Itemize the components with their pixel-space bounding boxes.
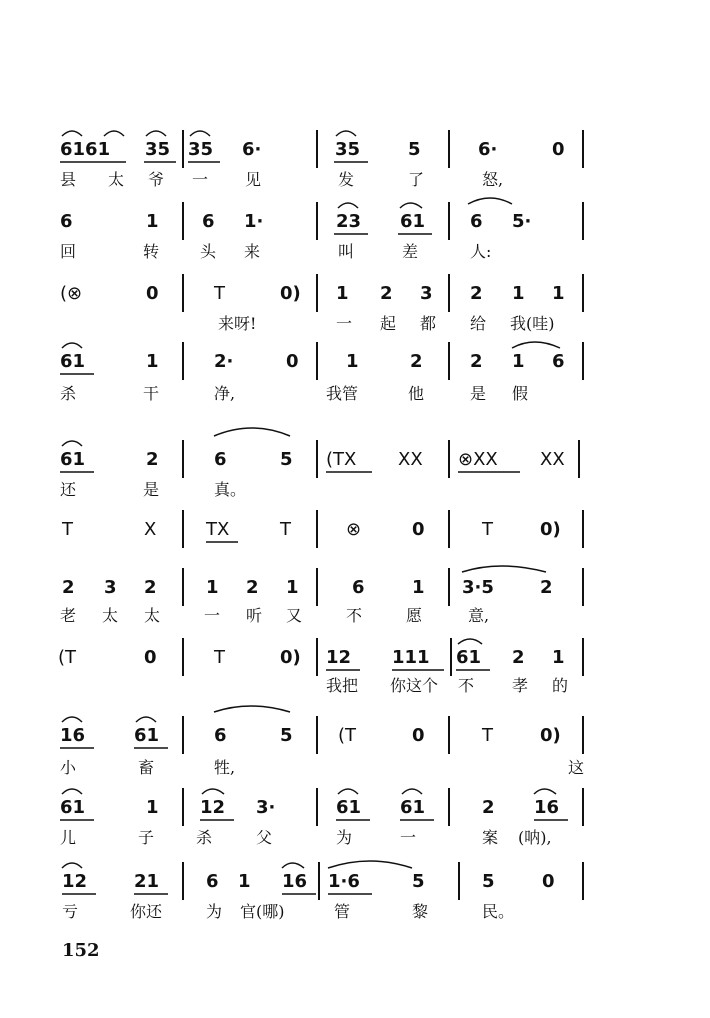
- lyric: 真。: [214, 480, 247, 499]
- lyric: 为: [206, 902, 223, 921]
- lyric: 叫: [338, 242, 355, 261]
- bar-line: [316, 440, 318, 478]
- lyric: 一: [192, 170, 209, 189]
- note: T: [214, 283, 225, 304]
- bar-line: [582, 510, 584, 548]
- note: 16: [534, 797, 560, 818]
- lyric: 你还: [130, 902, 163, 921]
- note: 1: [146, 797, 159, 818]
- note: 3: [420, 283, 433, 304]
- note: 5: [412, 871, 425, 892]
- lyrics-row: [0, 828, 710, 852]
- lyric: (呐),: [518, 828, 552, 847]
- note: 2: [146, 449, 159, 470]
- bar-line: [316, 788, 318, 826]
- notes-row: [0, 130, 710, 170]
- lyric: 一: [204, 606, 221, 625]
- lyrics-row: [0, 902, 710, 926]
- note: 1: [206, 577, 219, 598]
- notes-row: [0, 862, 710, 902]
- lyric: 头: [200, 242, 217, 261]
- lyrics-row: [0, 384, 710, 408]
- bar-line: [316, 716, 318, 754]
- note: 6: [214, 449, 227, 470]
- note: 1: [146, 211, 159, 232]
- bar-line: [448, 568, 450, 606]
- lyric: 太: [108, 170, 125, 189]
- note: 5·: [512, 211, 532, 232]
- note: 1: [552, 283, 565, 304]
- lyric: 还: [60, 480, 77, 499]
- note: 61: [134, 725, 160, 746]
- note: 12: [200, 797, 226, 818]
- lyric: 民。: [482, 902, 515, 921]
- notes-row: [0, 274, 710, 314]
- bar-line: [448, 510, 450, 548]
- bar-line: [448, 274, 450, 312]
- notes-row: [0, 202, 710, 242]
- note: (⊗: [60, 283, 83, 304]
- bar-line: [582, 788, 584, 826]
- bar-line: [582, 638, 584, 676]
- lyric: 听: [246, 606, 263, 625]
- bar-line: [316, 342, 318, 380]
- lyrics-row: [0, 170, 710, 194]
- lyric: 太: [102, 606, 119, 625]
- notes-row: [0, 342, 710, 382]
- lyrics-row: [0, 242, 710, 266]
- bar-line: [582, 342, 584, 380]
- note: 0): [280, 283, 301, 304]
- lyric: 我把: [326, 676, 359, 695]
- lyric: 县: [60, 170, 77, 189]
- note: 1: [238, 871, 251, 892]
- note: 1: [336, 283, 349, 304]
- note: 35: [145, 139, 171, 160]
- note: (TX: [326, 449, 357, 470]
- lyric: 牲,: [214, 758, 236, 777]
- note: 0: [542, 871, 555, 892]
- lyric: 亏: [62, 902, 79, 921]
- note: 5: [280, 725, 293, 746]
- lyric: 一: [336, 314, 353, 333]
- lyric: 愿: [406, 606, 423, 625]
- note: 2: [470, 283, 483, 304]
- note: 35: [188, 139, 214, 160]
- note: 0): [540, 519, 561, 540]
- lyric: 为: [336, 828, 353, 847]
- bar-line: [316, 274, 318, 312]
- note: 1·: [244, 211, 264, 232]
- notes-row: [0, 510, 710, 550]
- lyric: 这: [568, 758, 585, 777]
- bar-line: [182, 342, 184, 380]
- bar-line: [448, 130, 450, 168]
- note: 61: [400, 211, 426, 232]
- note: 5: [482, 871, 495, 892]
- note: 0: [146, 283, 159, 304]
- note: 2: [62, 577, 75, 598]
- note: (T: [338, 725, 357, 746]
- lyric: 孝: [512, 676, 529, 695]
- note: 61: [400, 797, 426, 818]
- lyric: 黎: [412, 902, 429, 921]
- lyric: 假: [512, 384, 529, 403]
- lyric: 案: [482, 828, 499, 847]
- page-number: 152: [62, 940, 100, 961]
- lyric: 人:: [470, 242, 492, 261]
- note: 2: [410, 351, 423, 372]
- lyric: 杀: [60, 384, 77, 403]
- lyric: 发: [338, 170, 355, 189]
- lyric: 的: [552, 676, 569, 695]
- lyric: 转: [143, 242, 160, 261]
- bar-line: [182, 510, 184, 548]
- lyric: 干: [143, 384, 160, 403]
- bar-line: [578, 440, 580, 478]
- lyric: 不: [346, 606, 363, 625]
- note: 61: [456, 647, 482, 668]
- bar-line: [448, 788, 450, 826]
- lyric: 怒,: [482, 170, 504, 189]
- notes-row: [0, 568, 710, 608]
- note: 16: [282, 871, 308, 892]
- note: 6: [202, 211, 215, 232]
- note: 12: [326, 647, 352, 668]
- note: 2: [144, 577, 157, 598]
- note: 0: [412, 725, 425, 746]
- bar-line: [582, 274, 584, 312]
- lyric: 小: [60, 758, 77, 777]
- bar-line: [182, 274, 184, 312]
- note: ⊗: [346, 519, 362, 540]
- note: 5: [408, 139, 421, 160]
- note: 0: [552, 139, 565, 160]
- lyrics-row: [0, 314, 710, 338]
- lyric: 又: [286, 606, 303, 625]
- note: 6: [552, 351, 565, 372]
- note: T: [214, 647, 225, 668]
- note: 1: [346, 351, 359, 372]
- lyric: 起: [380, 314, 397, 333]
- lyrics-row: [0, 480, 710, 504]
- bar-line: [182, 440, 184, 478]
- note: 61: [60, 449, 86, 470]
- bar-line: [182, 638, 184, 676]
- notes-row: [0, 788, 710, 828]
- note: 2: [380, 283, 393, 304]
- note: 12: [62, 871, 88, 892]
- lyric: 老: [60, 606, 77, 625]
- note: 23: [336, 211, 362, 232]
- bar-line: [582, 716, 584, 754]
- note: XX: [540, 449, 565, 470]
- note: 6: [214, 725, 227, 746]
- note: 2·: [214, 351, 234, 372]
- lyric: 管: [334, 902, 351, 921]
- note: X: [144, 519, 157, 540]
- note: TX: [206, 519, 230, 540]
- lyric: 我(哇): [510, 314, 555, 333]
- lyric: 父: [256, 828, 273, 847]
- note: 111: [392, 647, 430, 668]
- lyric: 净,: [214, 384, 236, 403]
- bar-line: [582, 130, 584, 168]
- bar-line: [182, 716, 184, 754]
- lyric: 我管: [326, 384, 359, 403]
- note: 2: [246, 577, 259, 598]
- note: 0: [286, 351, 299, 372]
- bar-line: [582, 568, 584, 606]
- note: 1: [412, 577, 425, 598]
- notes-row: [0, 716, 710, 756]
- bar-line: [582, 862, 584, 900]
- note: 6: [470, 211, 483, 232]
- lyric: 是: [470, 384, 487, 403]
- note: 61: [60, 351, 86, 372]
- lyric: 了: [408, 170, 425, 189]
- note: 0): [540, 725, 561, 746]
- note: 61: [60, 797, 86, 818]
- note: ⊗XX: [458, 449, 498, 470]
- note: 0: [412, 519, 425, 540]
- note: T: [482, 725, 493, 746]
- note: (T: [58, 647, 77, 668]
- note: 6·: [478, 139, 498, 160]
- lyric: 官(哪): [240, 902, 285, 921]
- lyric: 见: [245, 170, 262, 189]
- note: 0): [280, 647, 301, 668]
- bar-line: [182, 202, 184, 240]
- note: T: [482, 519, 493, 540]
- note: 6161: [60, 139, 111, 160]
- bar-line: [458, 862, 460, 900]
- note: 1: [286, 577, 299, 598]
- note: T: [280, 519, 291, 540]
- note: 1·6: [328, 871, 360, 892]
- lyric: 来: [244, 242, 261, 261]
- bar-line: [316, 510, 318, 548]
- note: 6: [60, 211, 73, 232]
- note: 16: [60, 725, 86, 746]
- note: 2: [482, 797, 495, 818]
- note: 3·: [256, 797, 276, 818]
- lyric: 一: [400, 828, 417, 847]
- lyric: 是: [143, 480, 160, 499]
- note: 3: [104, 577, 117, 598]
- lyric: 他: [408, 384, 425, 403]
- lyric: 杀: [196, 828, 213, 847]
- bar-line: [182, 788, 184, 826]
- bar-line: [316, 130, 318, 168]
- note: 6: [352, 577, 365, 598]
- notes-row: [0, 440, 710, 480]
- lyric: 你这个: [390, 676, 439, 695]
- note: 21: [134, 871, 160, 892]
- note: 2: [540, 577, 553, 598]
- lyric: 给: [470, 314, 487, 333]
- bar-line: [448, 716, 450, 754]
- bar-line: [182, 568, 184, 606]
- note: 1: [512, 283, 525, 304]
- lyrics-row: [0, 606, 710, 630]
- note: 35: [335, 139, 361, 160]
- note: 1: [552, 647, 565, 668]
- note: 1: [512, 351, 525, 372]
- note: 2: [470, 351, 483, 372]
- note: T: [62, 519, 73, 540]
- lyric: 儿: [60, 828, 77, 847]
- note: 6·: [242, 139, 262, 160]
- lyric: 来呀!: [218, 314, 257, 333]
- lyric: 畜: [138, 758, 155, 777]
- note: XX: [398, 449, 423, 470]
- notes-row: [0, 638, 710, 678]
- lyric: 太: [144, 606, 161, 625]
- note: 6: [206, 871, 219, 892]
- bar-line: [448, 342, 450, 380]
- lyrics-row: [0, 758, 710, 782]
- bar-line: [182, 862, 184, 900]
- lyrics-row: [0, 676, 710, 700]
- lyric: 爷: [148, 170, 165, 189]
- bar-line: [318, 862, 320, 900]
- bar-line: [316, 638, 318, 676]
- note: 1: [146, 351, 159, 372]
- lyric: 意,: [468, 606, 490, 625]
- lyric: 都: [420, 314, 437, 333]
- lyric: 回: [60, 242, 77, 261]
- note: 61: [336, 797, 362, 818]
- bar-line: [316, 202, 318, 240]
- lyric: 不: [458, 676, 475, 695]
- lyric: 差: [402, 242, 419, 261]
- note: 2: [512, 647, 525, 668]
- note: 5: [280, 449, 293, 470]
- bar-line: [448, 202, 450, 240]
- bar-line: [582, 202, 584, 240]
- note: 0: [144, 647, 157, 668]
- bar-line: [450, 638, 452, 676]
- bar-line: [448, 440, 450, 478]
- lyric: 子: [138, 828, 155, 847]
- bar-line: [316, 568, 318, 606]
- bar-line: [182, 130, 184, 168]
- note: 3·5: [462, 577, 494, 598]
